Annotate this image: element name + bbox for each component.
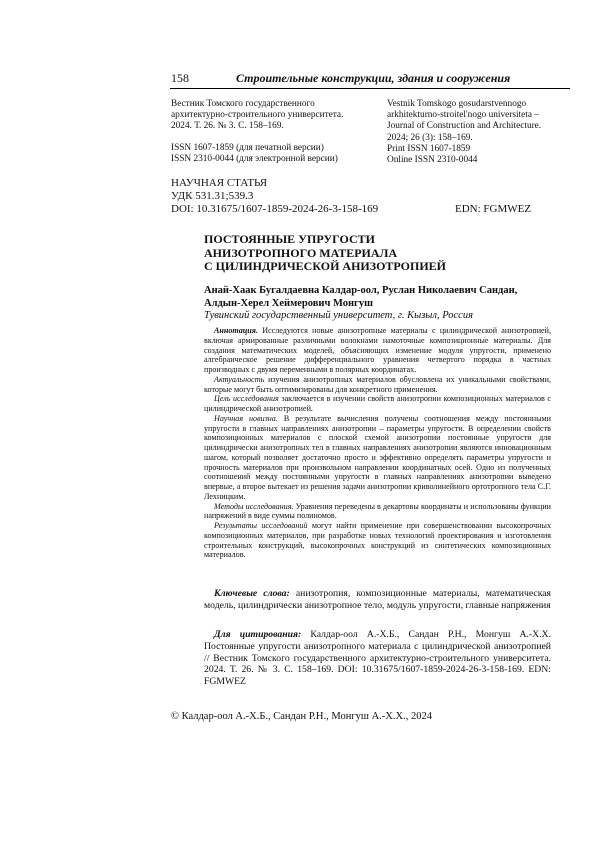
- purpose-label: Цель исследования: [214, 394, 279, 404]
- abstract-label: Аннотация.: [214, 326, 258, 335]
- author-line: Анай-Хаак Бугалдаевна Калдар-оол, Руслан Николаевич Сандан,: [204, 285, 518, 296]
- journal-meta-english: [387, 99, 577, 166]
- copyright: © Калдар-оол А.-Х.Б., Сандан Р.Н., Монгуш А.-Х.Х., 2024: [171, 711, 432, 722]
- keywords-text: анизотропия, композиционные материалы, математическая модель, цилиндрически анизотропное тело, модуль упругости, главные напряжения: [204, 588, 552, 611]
- abstract-text: Уравнения переведены в декартовы координаты и использованы функции напряжений в виде суммы полиномов.: [204, 501, 551, 521]
- abstract-text: могут найти применение при совершенствовании высокопрочных композиционных материалов, при разработке новых технологий проектирования и изготовления строительных конструкций, высокопрочных конструкций из синтетических композиционных материалов.: [204, 521, 552, 560]
- citation: [204, 629, 551, 688]
- keywords: [204, 588, 551, 612]
- abstract-text: Исследуются новые анизотропные материалы с цилиндрической анизотропией, включая армированные различными волокнами намоточные композиционные материалы. Для создания математических моделей, объясняющих изменение модуля упругости, применено алгебраическое решение дифференциального уравнения четвертого порядка в частных производных с двумя переменными в полярных координатах.: [204, 326, 551, 374]
- authors: [204, 284, 517, 310]
- meta-line: Vestnik Tomskogo gosudarstvennogo: [387, 99, 527, 109]
- abstract-text: изучения анизотропных материалов обусловлена их уникальными свойствами, которые могут быть оптимизированы для конкретного применения.: [204, 374, 551, 394]
- title-line: АНИЗОТРОПНОГО МАТЕРИАЛА: [204, 245, 398, 260]
- keywords-label: Ключевые слова:: [214, 588, 290, 599]
- methods-label: Методы исследования.: [214, 501, 294, 511]
- meta-line: Вестник Томского государственного: [171, 99, 315, 109]
- meta-line: ISSN 2310-0044 (для электронной версии): [171, 153, 338, 164]
- affiliation: Тувинский государственный университет, г. Кызыл, Россия: [204, 310, 473, 321]
- title-line: С ЦИЛИНДРИЧЕСКОЙ АНИЗОТРОПИЕЙ: [204, 259, 447, 273]
- abstract-paragraph: [204, 502, 551, 522]
- abstract-paragraph: [204, 375, 551, 395]
- udk-code: УДК 531.31;539.3: [171, 190, 254, 202]
- relevance-label: Актуальность: [214, 374, 265, 384]
- meta-line: Journal of Construction and Architecture.: [387, 121, 542, 132]
- meta-line: 2024; 26 (3): 158–169.: [387, 132, 473, 143]
- article-title: [204, 233, 446, 274]
- article-type: НАУЧНАЯ СТАТЬЯ: [171, 177, 268, 189]
- running-header-title: Строительные конструкции, здания и сооружения: [236, 71, 511, 85]
- meta-line: ISSN 1607-1859 (для печатной версии): [171, 142, 324, 153]
- journal-meta-russian: [171, 99, 381, 165]
- page-number: 158: [171, 71, 189, 85]
- meta-line: Online ISSN 2310-0044: [387, 155, 478, 166]
- meta-line: arkhitekturno-stroitel'nogo universiteta –: [387, 110, 539, 121]
- results-label: Результаты исследований: [214, 521, 308, 530]
- abstract-paragraph: [204, 326, 551, 375]
- novelty-label: Научная новизна.: [214, 413, 278, 423]
- abstract-paragraph: [204, 414, 551, 502]
- citation-label: Для цитирования:: [214, 629, 302, 640]
- meta-line: архитектурно-строительного университета.: [171, 110, 344, 121]
- edn-code: EDN: FGMWEZ: [455, 203, 532, 215]
- meta-line: 2024. Т. 26. № 3. С. 158–169.: [171, 121, 284, 132]
- doi-link[interactable]: DOI: 10.31675/1607-1859-2024-26-3-158-169: [171, 203, 379, 215]
- abstract-paragraph: [204, 521, 551, 560]
- abstract-text: В результате вычисления получены соотношения между постоянными упругости в главных направлениях анизотропии – параметры упругости. В определении свойств композиционных материалов с плоской схемой анизотропии постоянные упругости для цилиндрически анизотропных тел в главных направлениях анизотропии являются инновационным шагом, который позволяет достаточно просто и эффективно определять параметры упругости и прочность материалов при произвольном направлении координатных осей. Одно из полученных соотношений между постоянными упругости в главных направлениях анизотропии выведено впервые, а второе вытекает из решения задачи анизотропии криволинейного ортотропного тела С.Г. Лехницким.: [204, 413, 551, 501]
- author-line: Алдын-Херел Хеймерович Монгуш: [204, 298, 373, 309]
- header-rule: [170, 88, 570, 89]
- abstract: [204, 326, 551, 560]
- citation-text: Калдар-оол А.-Х.Б., Сандан Р.Н., Монгуш А.-Х.Х. Постоянные упругости анизотропного материала с цилиндрической анизотропией // Вестник Томского государственного архитектурно-строительного университета. 2024. Т. 26. № 3. С. 158–169. DOI: 10.31675/1607-1859-2024-26-3-158-169. EDN: FGMWEZ: [204, 629, 551, 688]
- abstract-text: заключается в изучении свойств анизотропии композиционных материалов с цилиндрической анизотропией.: [204, 394, 551, 413]
- abstract-paragraph: [204, 394, 551, 414]
- title-line: ПОСТОЯННЫЕ УПРУГОСТИ: [204, 232, 375, 246]
- meta-line: Print ISSN 1607-1859: [387, 143, 471, 154]
- meta-spacer: [171, 133, 381, 143]
